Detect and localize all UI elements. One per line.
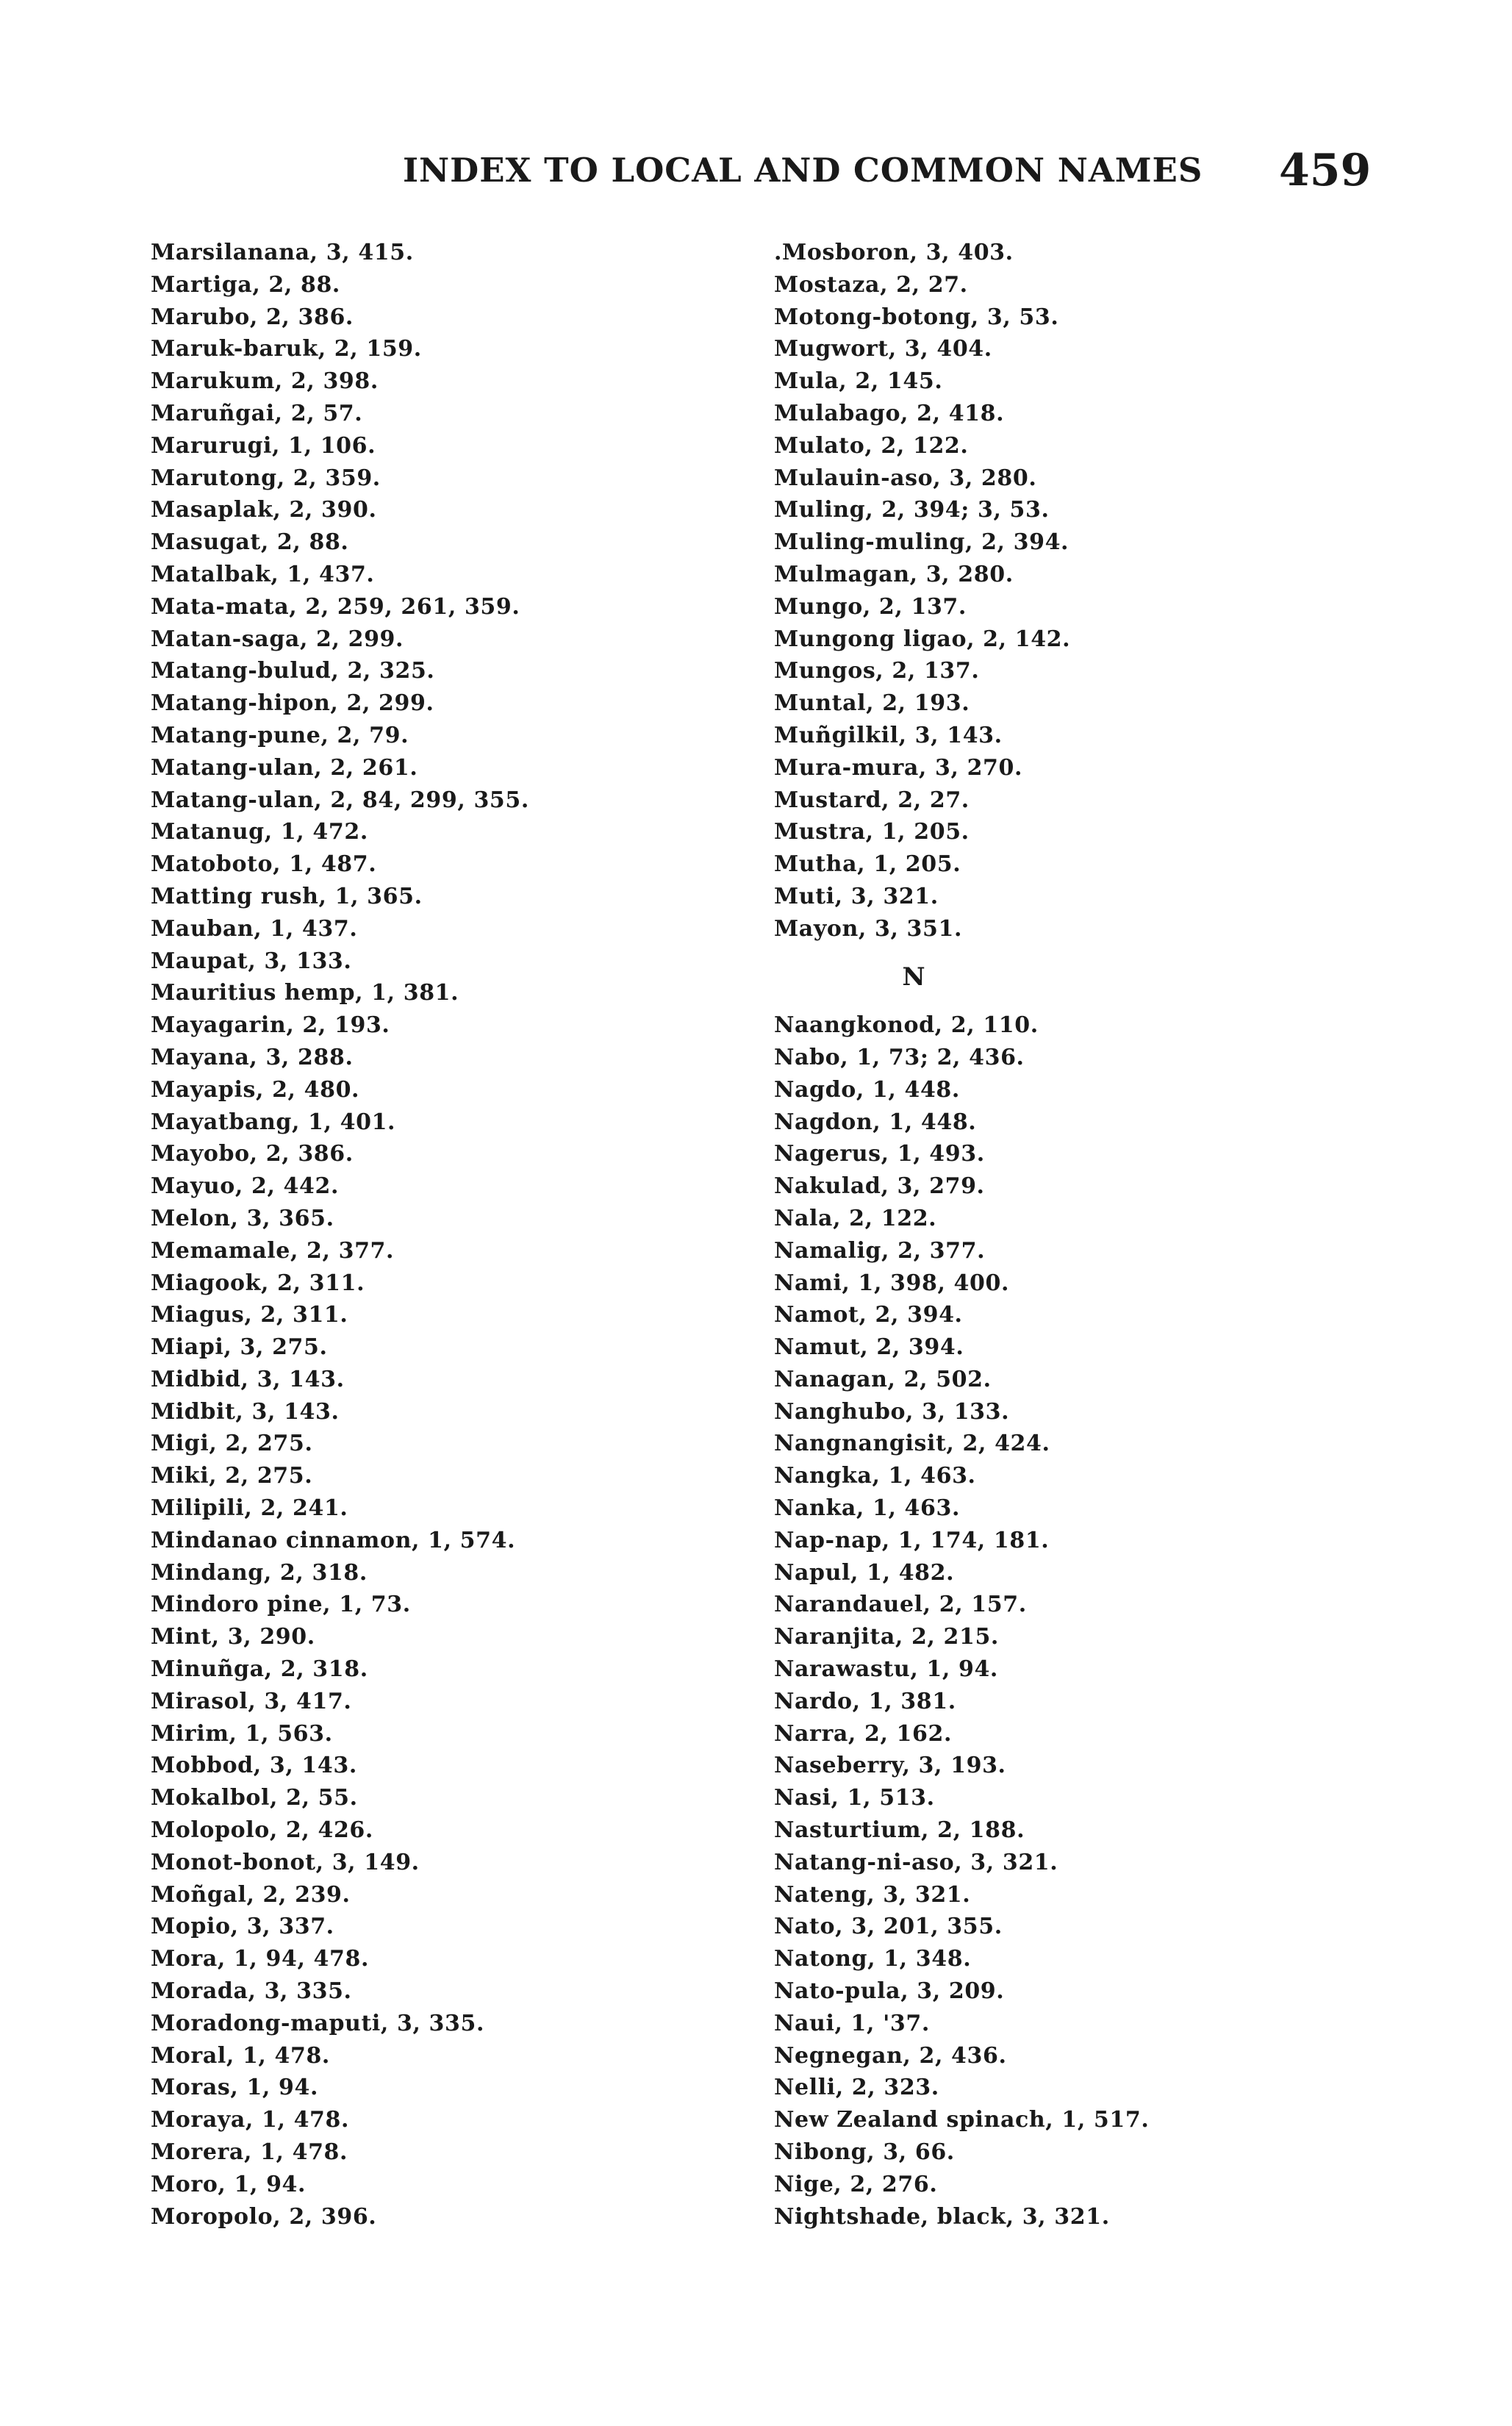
index-entry: Mopio, 3, 337. [151, 1914, 334, 1940]
index-entry: Matang-ulan, 2, 84, 299, 355. [151, 787, 529, 813]
index-entry: Narawastu, 1, 94. [774, 1656, 998, 1683]
index-entry: Nakulad, 3, 279. [774, 1173, 985, 1200]
index-entry: Miagook, 2, 311. [151, 1270, 365, 1296]
index-entry: Napul, 1, 482. [774, 1559, 955, 1586]
index-entry: Nato, 3, 201, 355. [774, 1914, 1003, 1940]
index-entry: Mayon, 3, 351. [774, 915, 963, 942]
index-entry: Morada, 3, 335. [151, 1978, 352, 2005]
index-entry: Masugat, 2, 88. [151, 529, 349, 556]
index-entry: Moro, 1, 94. [151, 2171, 307, 2197]
index-entry: Mindoro pine, 1, 73. [151, 1592, 411, 1618]
index-entry: Nelli, 2, 323. [774, 2075, 939, 2101]
index-entry: Moral, 1, 478. [151, 2042, 330, 2069]
index-entry: Matang-ulan, 2, 261. [151, 754, 418, 781]
page-number: 459 [1279, 145, 1372, 196]
index-entry: Marukum, 2, 398. [151, 368, 379, 395]
index-entry: Nateng, 3, 321. [774, 1881, 971, 1908]
index-entry: Mora, 1, 94, 478. [151, 1946, 370, 1972]
index-entry: Nami, 1, 398, 400. [774, 1270, 1010, 1296]
index-entry: Mura-mura, 3, 270. [774, 754, 1023, 781]
index-entry: Milipili, 2, 241. [151, 1495, 348, 1522]
index-entry: Moropolo, 2, 396. [151, 2203, 377, 2230]
index-entry: Monot-bonot, 3, 149. [151, 1849, 420, 1875]
index-entry: Moradong-maputi, 3, 335. [151, 2010, 485, 2036]
index-column-right [774, 237, 1149, 2233]
index-entry: Mayagarin, 2, 193. [151, 1012, 390, 1039]
index-column-left [151, 237, 529, 2233]
index-entry: Motong-botong, 3, 53. [774, 304, 1059, 330]
index-entry: Mindang, 2, 318. [151, 1559, 368, 1586]
index-entry: Mayatbang, 1, 401. [151, 1109, 396, 1135]
index-entry: Nagdo, 1, 448. [774, 1076, 960, 1103]
index-entry: Negnegan, 2, 436. [774, 2042, 1007, 2069]
index-entry: Nagdon, 1, 448. [774, 1109, 977, 1135]
index-entry: Mayobo, 2, 386. [151, 1141, 354, 1167]
index-entry: Minuñga, 2, 318. [151, 1656, 368, 1683]
index-entry: Marubo, 2, 386. [151, 304, 354, 330]
index-entry: Nightshade, black, 3, 321. [774, 2203, 1110, 2230]
index-entry: Mobbod, 3, 143. [151, 1753, 357, 1779]
index-entry: Marurugi, 1, 106. [151, 432, 376, 459]
index-entry: Nibong, 3, 66. [774, 2139, 955, 2166]
index-entry: Masaplak, 2, 390. [151, 497, 377, 523]
index-entry: Nagerus, 1, 493. [774, 1141, 985, 1167]
index-entry: Mutha, 1, 205. [774, 851, 961, 878]
index-entry: Muling, 2, 394; 3, 53. [774, 497, 1050, 523]
index-entry: Nangnangisit, 2, 424. [774, 1431, 1050, 1457]
index-entry: Naui, 1, '37. [774, 2010, 930, 2036]
index-entry: Natong, 1, 348. [774, 1946, 972, 1972]
index-entry: Maruñgai, 2, 57. [151, 400, 363, 426]
index-entry: Nardo, 1, 381. [774, 1688, 956, 1714]
index-entry: Matanug, 1, 472. [151, 819, 368, 845]
index-entry: Mustra, 1, 205. [774, 819, 970, 845]
index-entry: Nasturtium, 2, 188. [774, 1817, 1025, 1844]
index-entry: Mauban, 1, 437. [151, 915, 358, 942]
index-entry: Narra, 2, 162. [774, 1720, 953, 1747]
index-entry: Mindanao cinnamon, 1, 574. [151, 1527, 516, 1553]
index-entry: Mula, 2, 145. [774, 368, 943, 395]
index-entry: Moraya, 1, 478. [151, 2107, 350, 2133]
index-entry: Naseberry, 3, 193. [774, 1753, 1006, 1779]
index-entry: Matang-bulud, 2, 325. [151, 658, 435, 684]
index-entry: Muti, 3, 321. [774, 883, 939, 909]
index-entry: Miagus, 2, 311. [151, 1302, 348, 1328]
index-entry: Molopolo, 2, 426. [151, 1817, 373, 1844]
index-entry: Naangkonod, 2, 110. [774, 1012, 1039, 1039]
index-entry: Namalig, 2, 377. [774, 1237, 986, 1264]
index-entry: Muñgilkil, 3, 143. [774, 722, 1003, 748]
index-entry: Nanka, 1, 463. [774, 1495, 961, 1522]
index-entry: Maruk-baruk, 2, 159. [151, 336, 422, 362]
index-entry: Matting rush, 1, 365. [151, 883, 423, 909]
index-entry: Mayuo, 2, 442. [151, 1173, 340, 1200]
index-entry: Moras, 1, 94. [151, 2075, 318, 2101]
index-entry: Matan-saga, 2, 299. [151, 626, 404, 652]
index-entry: Matoboto, 1, 487. [151, 851, 377, 878]
index-entry: Midbid, 3, 143. [151, 1366, 345, 1392]
index-entry: Mungong ligao, 2, 142. [774, 626, 1071, 652]
index-entry: Mayapis, 2, 480. [151, 1076, 360, 1103]
index-entry: New Zealand spinach, 1, 517. [774, 2107, 1150, 2133]
index-entry: Mauritius hemp, 1, 381. [151, 980, 459, 1006]
index-entry: Nala, 2, 122. [774, 1205, 937, 1231]
index-entry: Muntal, 2, 193. [774, 690, 970, 717]
index-entry: Mungos, 2, 137. [774, 658, 980, 684]
index-entry: .Mosboron, 3, 403. [774, 240, 1014, 265]
index-entry: Mirasol, 3, 417. [151, 1688, 352, 1714]
index-entry: Morera, 1, 478. [151, 2139, 348, 2166]
index-entry: Nato-pula, 3, 209. [774, 1978, 1005, 2005]
index-entry: Mata-mata, 2, 259, 261, 359. [151, 593, 520, 620]
index-entry: Nangka, 1, 463. [774, 1463, 976, 1489]
index-entry: Muling-muling, 2, 394. [774, 529, 1069, 556]
index-entry: Mungo, 2, 137. [774, 593, 967, 620]
index-entry: Martiga, 2, 88. [151, 271, 340, 298]
index-entry: Mustard, 2, 27. [774, 787, 970, 813]
index-entry: Mulato, 2, 122. [774, 432, 969, 459]
index-entry: Namut, 2, 394. [774, 1334, 964, 1361]
index-entry: Mayana, 3, 288. [151, 1044, 354, 1070]
index-entry: Migi, 2, 275. [151, 1431, 313, 1457]
index-entry: Nabo, 1, 73; 2, 436. [774, 1044, 1025, 1070]
index-entry: Mostaza, 2, 27. [774, 271, 968, 298]
page-header [0, 145, 1512, 202]
index-entry: Narandauel, 2, 157. [774, 1592, 1027, 1618]
index-entry: Mokalbol, 2, 55. [151, 1785, 358, 1811]
index-entry: Mint, 3, 290. [151, 1624, 315, 1650]
index-entry: Marsilanana, 3, 415. [151, 240, 414, 265]
index-entry: Moñgal, 2, 239. [151, 1881, 351, 1908]
index-entry: Namot, 2, 394. [774, 1302, 963, 1328]
index-entry: Maupat, 3, 133. [151, 948, 352, 974]
index-entry: Melon, 3, 365. [151, 1205, 334, 1231]
index-entry: Mugwort, 3, 404. [774, 336, 992, 362]
index-entry: Matang-hipon, 2, 299. [151, 690, 434, 717]
index-entry: Matalbak, 1, 437. [151, 561, 375, 587]
index-entry: Marutong, 2, 359. [151, 465, 381, 491]
index-entry: Mulabago, 2, 418. [774, 400, 1005, 426]
index-entry: Mulauin-aso, 3, 280. [774, 465, 1037, 491]
index-entry: Memamale, 2, 377. [151, 1237, 395, 1264]
index-entry: Miki, 2, 275. [151, 1463, 313, 1489]
index-entry: Nasi, 1, 513. [774, 1785, 935, 1811]
index-entry: Naranjita, 2, 215. [774, 1624, 999, 1650]
section-letter-heading: N [902, 962, 925, 992]
index-entry: Mulmagan, 3, 280. [774, 561, 1014, 587]
index-entry: Miapi, 3, 275. [151, 1334, 328, 1361]
index-entry: Midbit, 3, 143. [151, 1398, 340, 1425]
running-head: INDEX TO LOCAL AND COMMON NAMES [403, 151, 1203, 190]
index-entry: Mirim, 1, 563. [151, 1720, 333, 1747]
index-entry: Matang-pune, 2, 79. [151, 722, 409, 748]
index-entry: Natang-ni-aso, 3, 321. [774, 1849, 1058, 1875]
index-entry: Nige, 2, 276. [774, 2171, 938, 2197]
index-entry: Nanagan, 2, 502. [774, 1366, 992, 1392]
index-entry: Nap-nap, 1, 174, 181. [774, 1527, 1050, 1553]
index-entry: Nanghubo, 3, 133. [774, 1398, 1010, 1425]
